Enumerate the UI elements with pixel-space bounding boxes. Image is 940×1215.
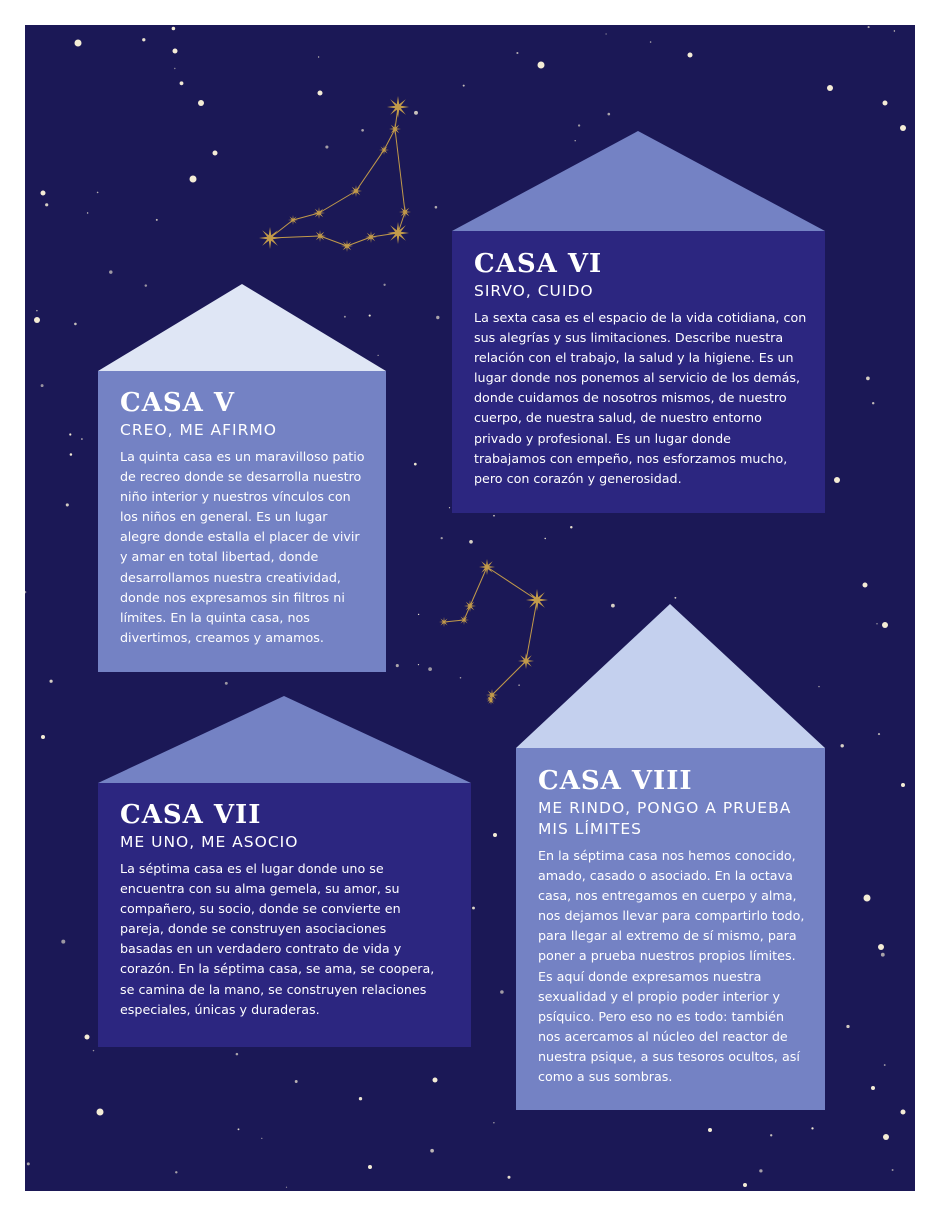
house-title: CASA VI [474,249,603,279]
house-roof [98,696,471,784]
house-title: CASA V [120,388,236,418]
constellation-icon [259,96,411,252]
house-body [516,748,825,1110]
house-card-casa-v [98,284,386,672]
house-description: La séptima casa es el lugar donde uno se encuentra con su alma gemela, su amor, su compañero, su socio, donde se convierte en pareja, donde se construyen asociaciones basadas en un verdadero contrato de vida y corazón. En la séptima casa, se ama, se coopera, se camina de la mano, se construyen relaciones especiales, únicas y duraderas. [120,861,435,1017]
house-title: CASA VIII [538,766,693,796]
house-subtitle: SIRVO, CUIDO [474,282,594,300]
house-card-casa-vi [452,131,825,513]
house-subtitle: CREO, ME AFIRMO [120,421,277,439]
page-background [25,25,915,1191]
house-subtitle: ME UNO, ME ASOCIO [120,833,299,851]
house-card-casa-vii [98,696,471,1047]
house-body [98,783,471,1047]
house-description: En la séptima casa nos hemos conocido, amado, casado o asociado. En la octava casa, nos entregamos en cuerpo y alma, nos dejamos llevar para compartirlo todo, para llegar al extremo de sí mismo, para poner a prueba nuestros propios límites. Es aquí donde expresamos nuestra sexualidad y el propio poder interior y psíquico. Pero eso no es todo: también nos acercamos al núcleo del reactor de nuestra psique, a sus tesoros ocultos, así como a sus sombras. [538,848,805,1085]
house-roof [98,284,386,372]
house-subtitle: ME RINDO, PONGO A PRUEBA MIS LÍMITES [538,799,792,838]
house-roof [516,604,825,749]
house-roof [452,131,825,232]
house-body [452,231,825,513]
house-description: La quinta casa es un maravilloso patio de recreo donde se desarrolla nuestro niño interior y nuestros vínculos con los niños en general. Es un lugar alegre donde estalla el placer de vivir y amar en total libertad, donde desarrollamos nuestra creatividad, donde nos expresamos sin filtros ni límites. En la quinta casa, nos divertimos, creamos y amamos. [120,449,365,645]
house-title: CASA VII [120,800,262,830]
house-card-casa-viii [516,604,825,1110]
house-body [98,371,386,672]
house-description: La sexta casa es el espacio de la vida cotidiana, con sus alegrías y sus limitaciones. Describe nuestra relación con el trabajo, la salud y la higiene. Es un lugar donde nos ponemos al servicio de los demás, donde cuidamos de nosotros mismos, de nuestro cuerpo, de nuestra salud, de nuestro entorno privado y profesional. Es un lugar donde trabajamos con empeño, nos esforzamos mucho, pero con corazón y generosidad. [474,310,807,486]
